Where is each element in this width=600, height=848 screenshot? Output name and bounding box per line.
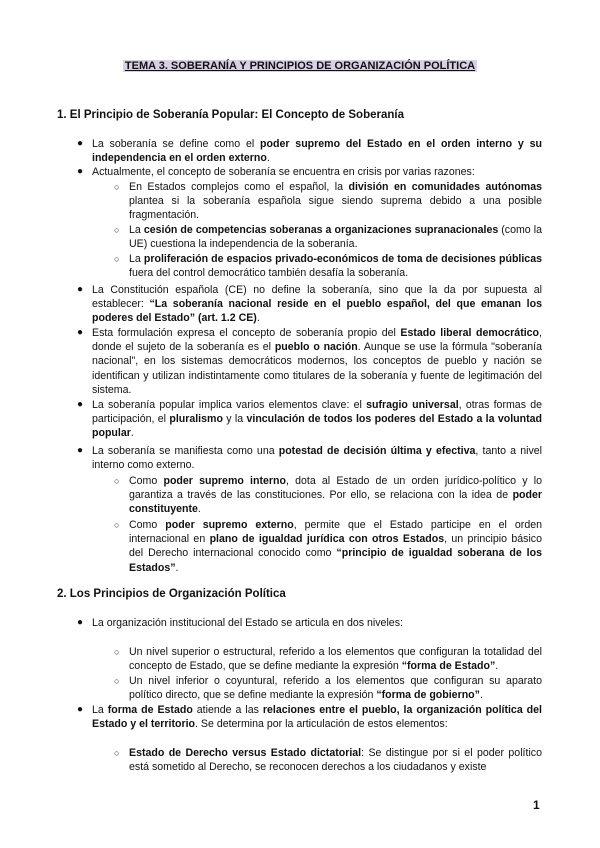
bold-text: poder supremo externo bbox=[165, 519, 294, 531]
bullet: ● bbox=[77, 284, 84, 295]
bold-text: cesión de competencias soberanas a organizaciones supranacionales bbox=[143, 224, 499, 236]
document-title bbox=[0, 56, 600, 74]
text-run: Esta formulación expresa el concepto de soberanía propio del bbox=[92, 327, 401, 339]
bold-text: potestad de decisión última y efectiva bbox=[278, 445, 476, 457]
bold-text: Estado liberal democrático bbox=[400, 327, 540, 339]
sub-bullet: ○ bbox=[114, 476, 120, 486]
subitem-state-form bbox=[129, 645, 542, 673]
bullet: ● bbox=[77, 617, 84, 628]
text-run: . bbox=[256, 312, 260, 325]
text-run: , dota al Estado de un orden jurídico-político y lo garantiza a través de las constituciones. Por ello, se relaciona con la idea de bbox=[129, 475, 543, 502]
text-run: , permite que el Estado participe en el orden internacional en bbox=[129, 519, 543, 546]
sub-bullet: ○ bbox=[114, 647, 120, 657]
sub-bullet: ○ bbox=[114, 748, 120, 758]
paragraph-constitution bbox=[92, 283, 542, 326]
page-number: 1 bbox=[533, 798, 540, 812]
text-run: . Se determina por la articulación de estos elementos: bbox=[195, 718, 448, 731]
sub-bullet: ○ bbox=[114, 676, 120, 686]
bullet: ● bbox=[77, 138, 84, 149]
bold-text: plano de igualdad jurídica con otros Estados bbox=[209, 533, 445, 546]
bold-text: sufragio universal bbox=[366, 399, 459, 411]
bold-text: relaciones entre el pueblo, la organización política del Estado y el territorio bbox=[92, 704, 542, 731]
text-run: Un nivel inferior o coyuntural, referido a los elementos que configuran su aparato político directo, que se define mediante la expresión bbox=[129, 675, 542, 702]
bold-text: Estado de Derecho versus Estado dictatorial bbox=[129, 747, 362, 759]
text-run: . bbox=[266, 152, 270, 165]
text-run: La soberanía se define como el bbox=[92, 138, 261, 150]
text-run: La soberanía se manifiesta como una bbox=[92, 445, 279, 457]
sub-bullet: ○ bbox=[114, 225, 120, 235]
text-run: atiende a las bbox=[192, 704, 263, 716]
bullet: ● bbox=[77, 166, 84, 177]
bold-text: “forma de gobierno” bbox=[376, 689, 480, 702]
bold-text: vinculación de todos los poderes del Estado a la voluntad popular bbox=[92, 413, 542, 440]
bullet: ● bbox=[77, 399, 84, 410]
paragraph-popular-sovereignty bbox=[92, 398, 542, 441]
subitem-internal-power bbox=[129, 474, 542, 517]
bold-text: división en comunidades autónomas bbox=[348, 181, 542, 193]
subitem-external-power bbox=[129, 518, 542, 575]
text-run: La Constitución española (CE) no define la soberanía, sino que la da por supuesta al establecer: bbox=[92, 284, 542, 311]
text-run: Como bbox=[129, 519, 166, 531]
text-run: Como bbox=[129, 475, 164, 487]
bold-text: “forma de Estado” bbox=[401, 660, 496, 673]
text-run: , otras formas de participación, el bbox=[92, 399, 542, 426]
text-run: En Estados complejos como el español, la bbox=[129, 181, 349, 193]
text-run: Un nivel superior o estructural, referido a los elementos que configuran la totalidad del concepto de Estado, que se define mediante la expresión bbox=[129, 646, 542, 673]
bullet: ● bbox=[77, 327, 84, 338]
text-run: y la bbox=[222, 413, 247, 426]
text-run: . bbox=[130, 427, 134, 440]
text-run: : Se distingue por si el poder político está sometido al Derecho, se reconocen derechos a los ciudadanos y existe bbox=[129, 747, 542, 774]
section-1-heading: 1. El Principio de Soberanía Popular: El Concepto de Soberanía bbox=[57, 109, 404, 121]
bold-text: pluralismo bbox=[169, 413, 223, 426]
subitem-government-form bbox=[129, 674, 542, 702]
text-run: . Aunque se use la fórmula "soberanía nacional", en los sistemas democráticos modernos, los conceptos de pueblo y nación se identifican y utilizan indistintamente como titulares de la soberanía y fuente de legitimación del sistema. bbox=[92, 341, 543, 396]
text-run: , un principio básico del Derecho internacional conocido como bbox=[129, 533, 542, 560]
text-run: (como la UE) cuestiona la independencia de la soberanía. bbox=[129, 224, 542, 251]
text-run: . bbox=[197, 503, 201, 516]
paragraph-liberal-state bbox=[92, 326, 542, 397]
text-run: . bbox=[175, 561, 179, 574]
section-2-heading: 2. Los Principios de Organización Política bbox=[57, 588, 286, 600]
sub-bullet: ○ bbox=[114, 254, 120, 264]
subitem-private-economic bbox=[129, 252, 542, 280]
text-run: plantea si la soberanía española sigue siendo suprema debido a una posible fragmentación. bbox=[129, 195, 542, 222]
bold-text: forma de Estado bbox=[107, 704, 193, 716]
bold-text: poder constituyente bbox=[129, 489, 542, 516]
text-run: . bbox=[479, 689, 483, 702]
sub-bullet: ○ bbox=[114, 182, 120, 192]
text-run: TEMA 3. SOBERANÍA Y PRINCIPIOS DE ORGANIZACIÓN POLÍTICA bbox=[124, 60, 476, 72]
bold-text: proliferación de espacios privado-económicos de toma de decisiones públicas bbox=[143, 253, 542, 265]
bullet: ● bbox=[77, 704, 84, 715]
paragraph-form-of-state bbox=[92, 703, 542, 731]
text-run: La bbox=[129, 253, 144, 265]
text-run: La bbox=[129, 224, 144, 236]
text-run: , tanto a nivel interno como externo. bbox=[92, 445, 542, 472]
bold-text: pueblo o nación bbox=[274, 341, 358, 354]
bold-text: “La soberanía nacional reside en el pueblo español, del que emanan los poderes del Estado” (art. 1.2 CE) bbox=[92, 298, 542, 325]
bullet: ● bbox=[77, 445, 84, 456]
subitem-supranational bbox=[129, 223, 542, 251]
text-run: . bbox=[495, 660, 499, 673]
subitem-rule-of-law bbox=[129, 746, 542, 774]
text-run: fuera del control democrático también desafía la soberanía. bbox=[129, 267, 409, 280]
bold-text: poder supremo del Estado en el orden interno y su independencia en el orden externo bbox=[92, 138, 543, 165]
bold-text: poder supremo interno bbox=[163, 475, 286, 487]
text-run: , donde el sujeto de la soberanía es el bbox=[92, 327, 542, 354]
paragraph-crisis: Actualmente, el concepto de soberanía se encuentra en crisis por varias razones: bbox=[92, 166, 475, 178]
bold-text: “principio de igualdad soberana de los Estados” bbox=[129, 547, 542, 574]
text-run: La bbox=[92, 704, 108, 716]
text-run: La soberanía popular implica varios elementos clave: el bbox=[92, 399, 367, 411]
paragraph-sovereignty-definition bbox=[92, 137, 542, 165]
paragraph-two-levels: La organización institucional del Estado se articula en dos niveles: bbox=[92, 617, 403, 629]
sub-bullet: ○ bbox=[114, 520, 120, 530]
subitem-autonomous-communities bbox=[129, 180, 542, 223]
paragraph-decision-power bbox=[92, 444, 542, 472]
